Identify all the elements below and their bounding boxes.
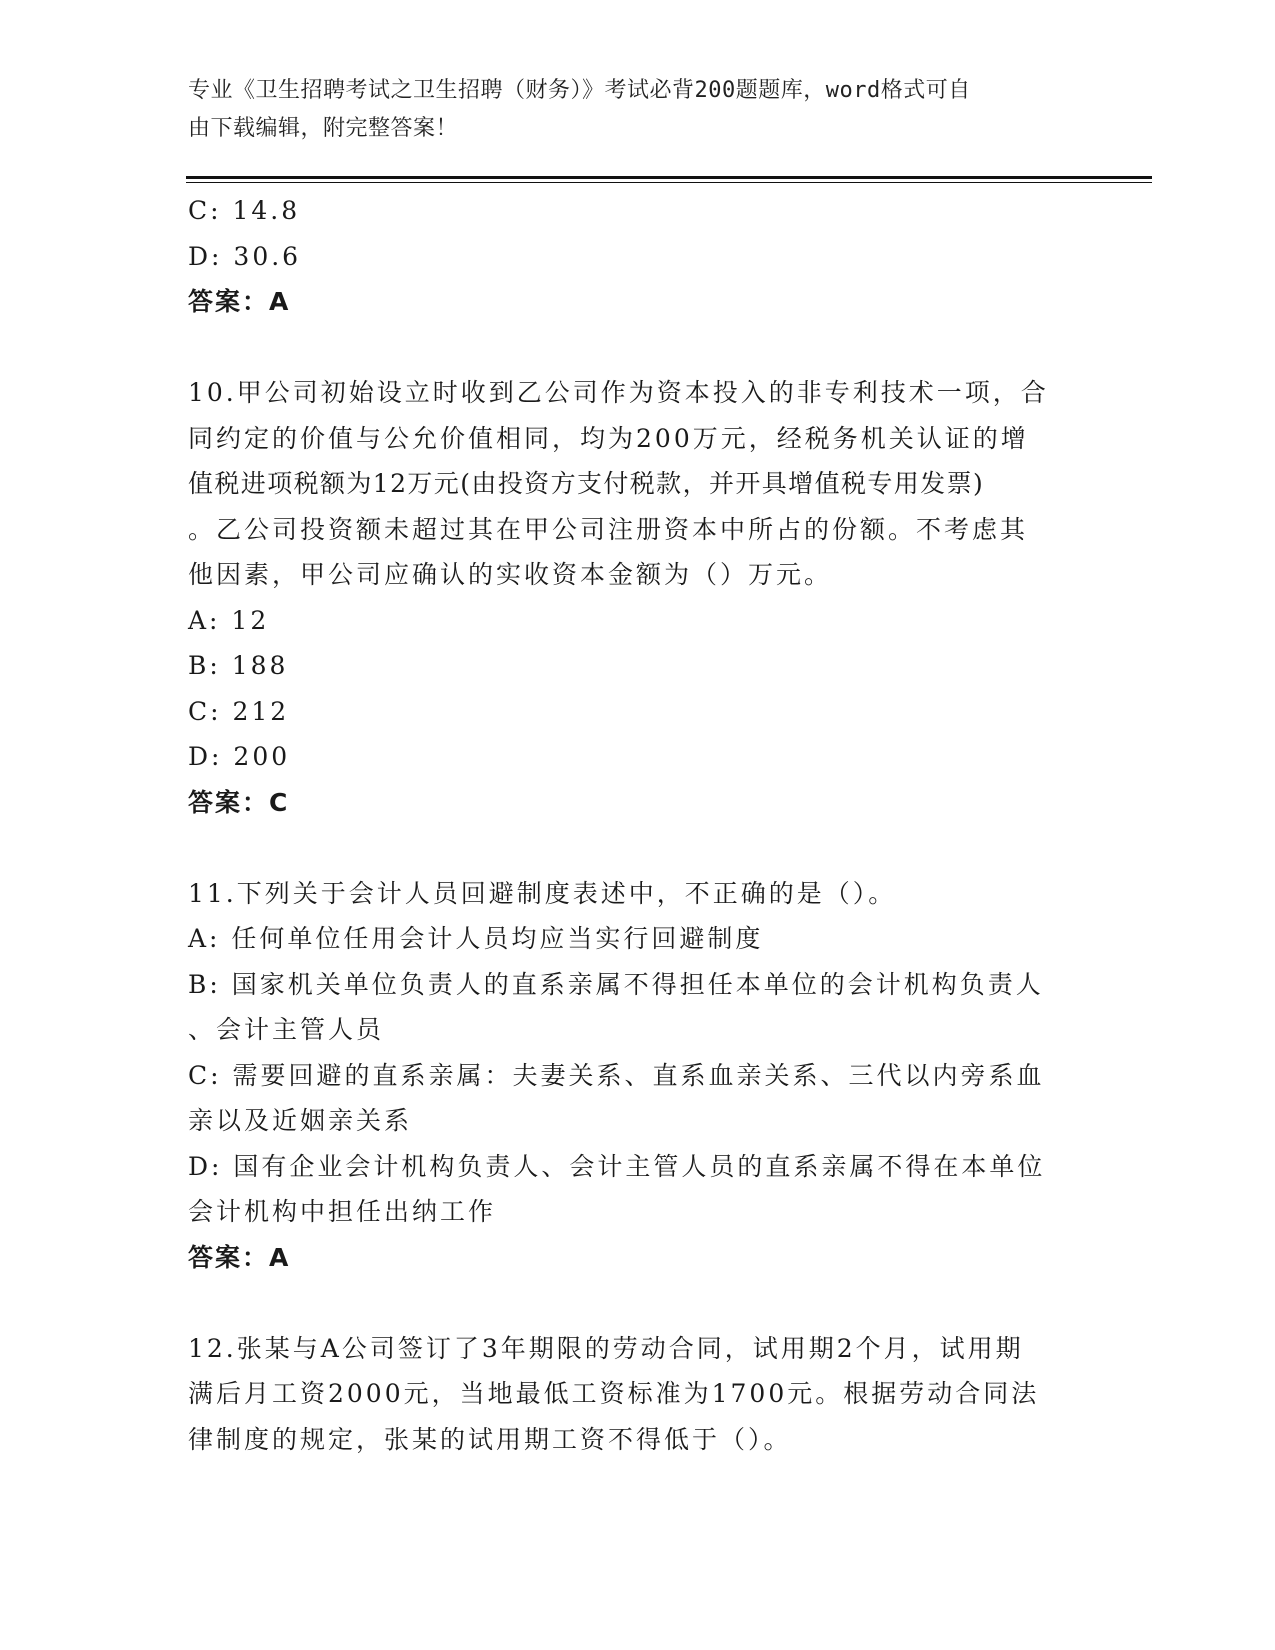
spacer — [188, 325, 1088, 371]
option-b: B: 188 — [188, 651, 289, 680]
option-c: C: 14.8 — [188, 196, 301, 225]
question-stem-line: 。乙公司投资额未超过其在甲公司注册资本中所占的份额。不考虑其 — [188, 514, 1029, 544]
option-c: C: 需要回避的直系亲属：夫妻关系、直系血亲关系、三代以内旁系血 — [188, 1060, 1045, 1090]
question-11 — [188, 871, 1088, 1281]
question-stem-line: 值税进项税额为12万元(由投资方支付税款，并开具增值税专用发票) — [188, 469, 985, 498]
option-d: D: 200 — [188, 742, 291, 771]
option-a: A: 12 — [188, 605, 270, 635]
header-line-1: 专业《卫生招聘考试之卫生招聘（财务）》考试必背200题题库，word格式可自 — [188, 78, 971, 103]
question-stem-line: 他因素，甲公司应确认的实收资本金额为（）万元。 — [188, 560, 833, 589]
option-c: C: 212 — [188, 696, 290, 726]
header-divider-thin — [186, 182, 1152, 183]
option-c-continued: 亲以及近姻亲关系 — [188, 1106, 413, 1135]
option-d: D: 30.6 — [188, 241, 302, 271]
answer-label: 答案：A — [188, 1242, 291, 1272]
question-stem-line: 10.甲公司初始设立时收到乙公司作为资本投入的非专利技术一项，合 — [188, 378, 1049, 407]
question-stem-line: 同约定的价值与公允价值相同，均为200万元，经税务机关认证的增 — [188, 423, 1029, 453]
question-12 — [188, 1326, 1088, 1463]
option-b: B: 国家机关单位负责人的直系亲属不得担任本单位的会计机构负责人 — [188, 969, 1044, 999]
question-10 — [188, 370, 1088, 825]
question-stem-line: 11.下列关于会计人员回避制度表述中，不正确的是（）。 — [188, 878, 897, 908]
page-header — [188, 72, 1068, 148]
option-b-continued: 、会计主管人员 — [188, 1015, 385, 1044]
option-d: D: 国有企业会计机构负责人、会计主管人员的直系亲属不得在本单位 — [188, 1151, 1046, 1181]
answer-label: 答案：A — [188, 287, 291, 316]
header-divider-thick — [186, 176, 1152, 179]
question-stem-line: 12.张某与A公司签订了3年期限的劳动合同，试用期2个月，试用期 — [188, 1333, 1024, 1363]
question-9-tail — [188, 188, 1088, 325]
option-a: A: 任何单位任用会计人员均应当实行回避制度 — [188, 924, 764, 953]
spacer — [188, 825, 1088, 871]
option-d-continued: 会计机构中担任出纳工作 — [188, 1197, 497, 1226]
question-stem-line: 满后月工资2000元，当地最低工资标准为1700元。根据劳动合同法 — [188, 1379, 1040, 1408]
question-content — [188, 188, 1088, 1462]
answer-label: 答案：C — [188, 787, 290, 817]
question-stem-line: 律制度的规定，张某的试用期工资不得低于（）。 — [188, 1424, 792, 1454]
header-line-2: 由下载编辑，附完整答案！ — [188, 116, 459, 141]
spacer — [188, 1280, 1088, 1326]
